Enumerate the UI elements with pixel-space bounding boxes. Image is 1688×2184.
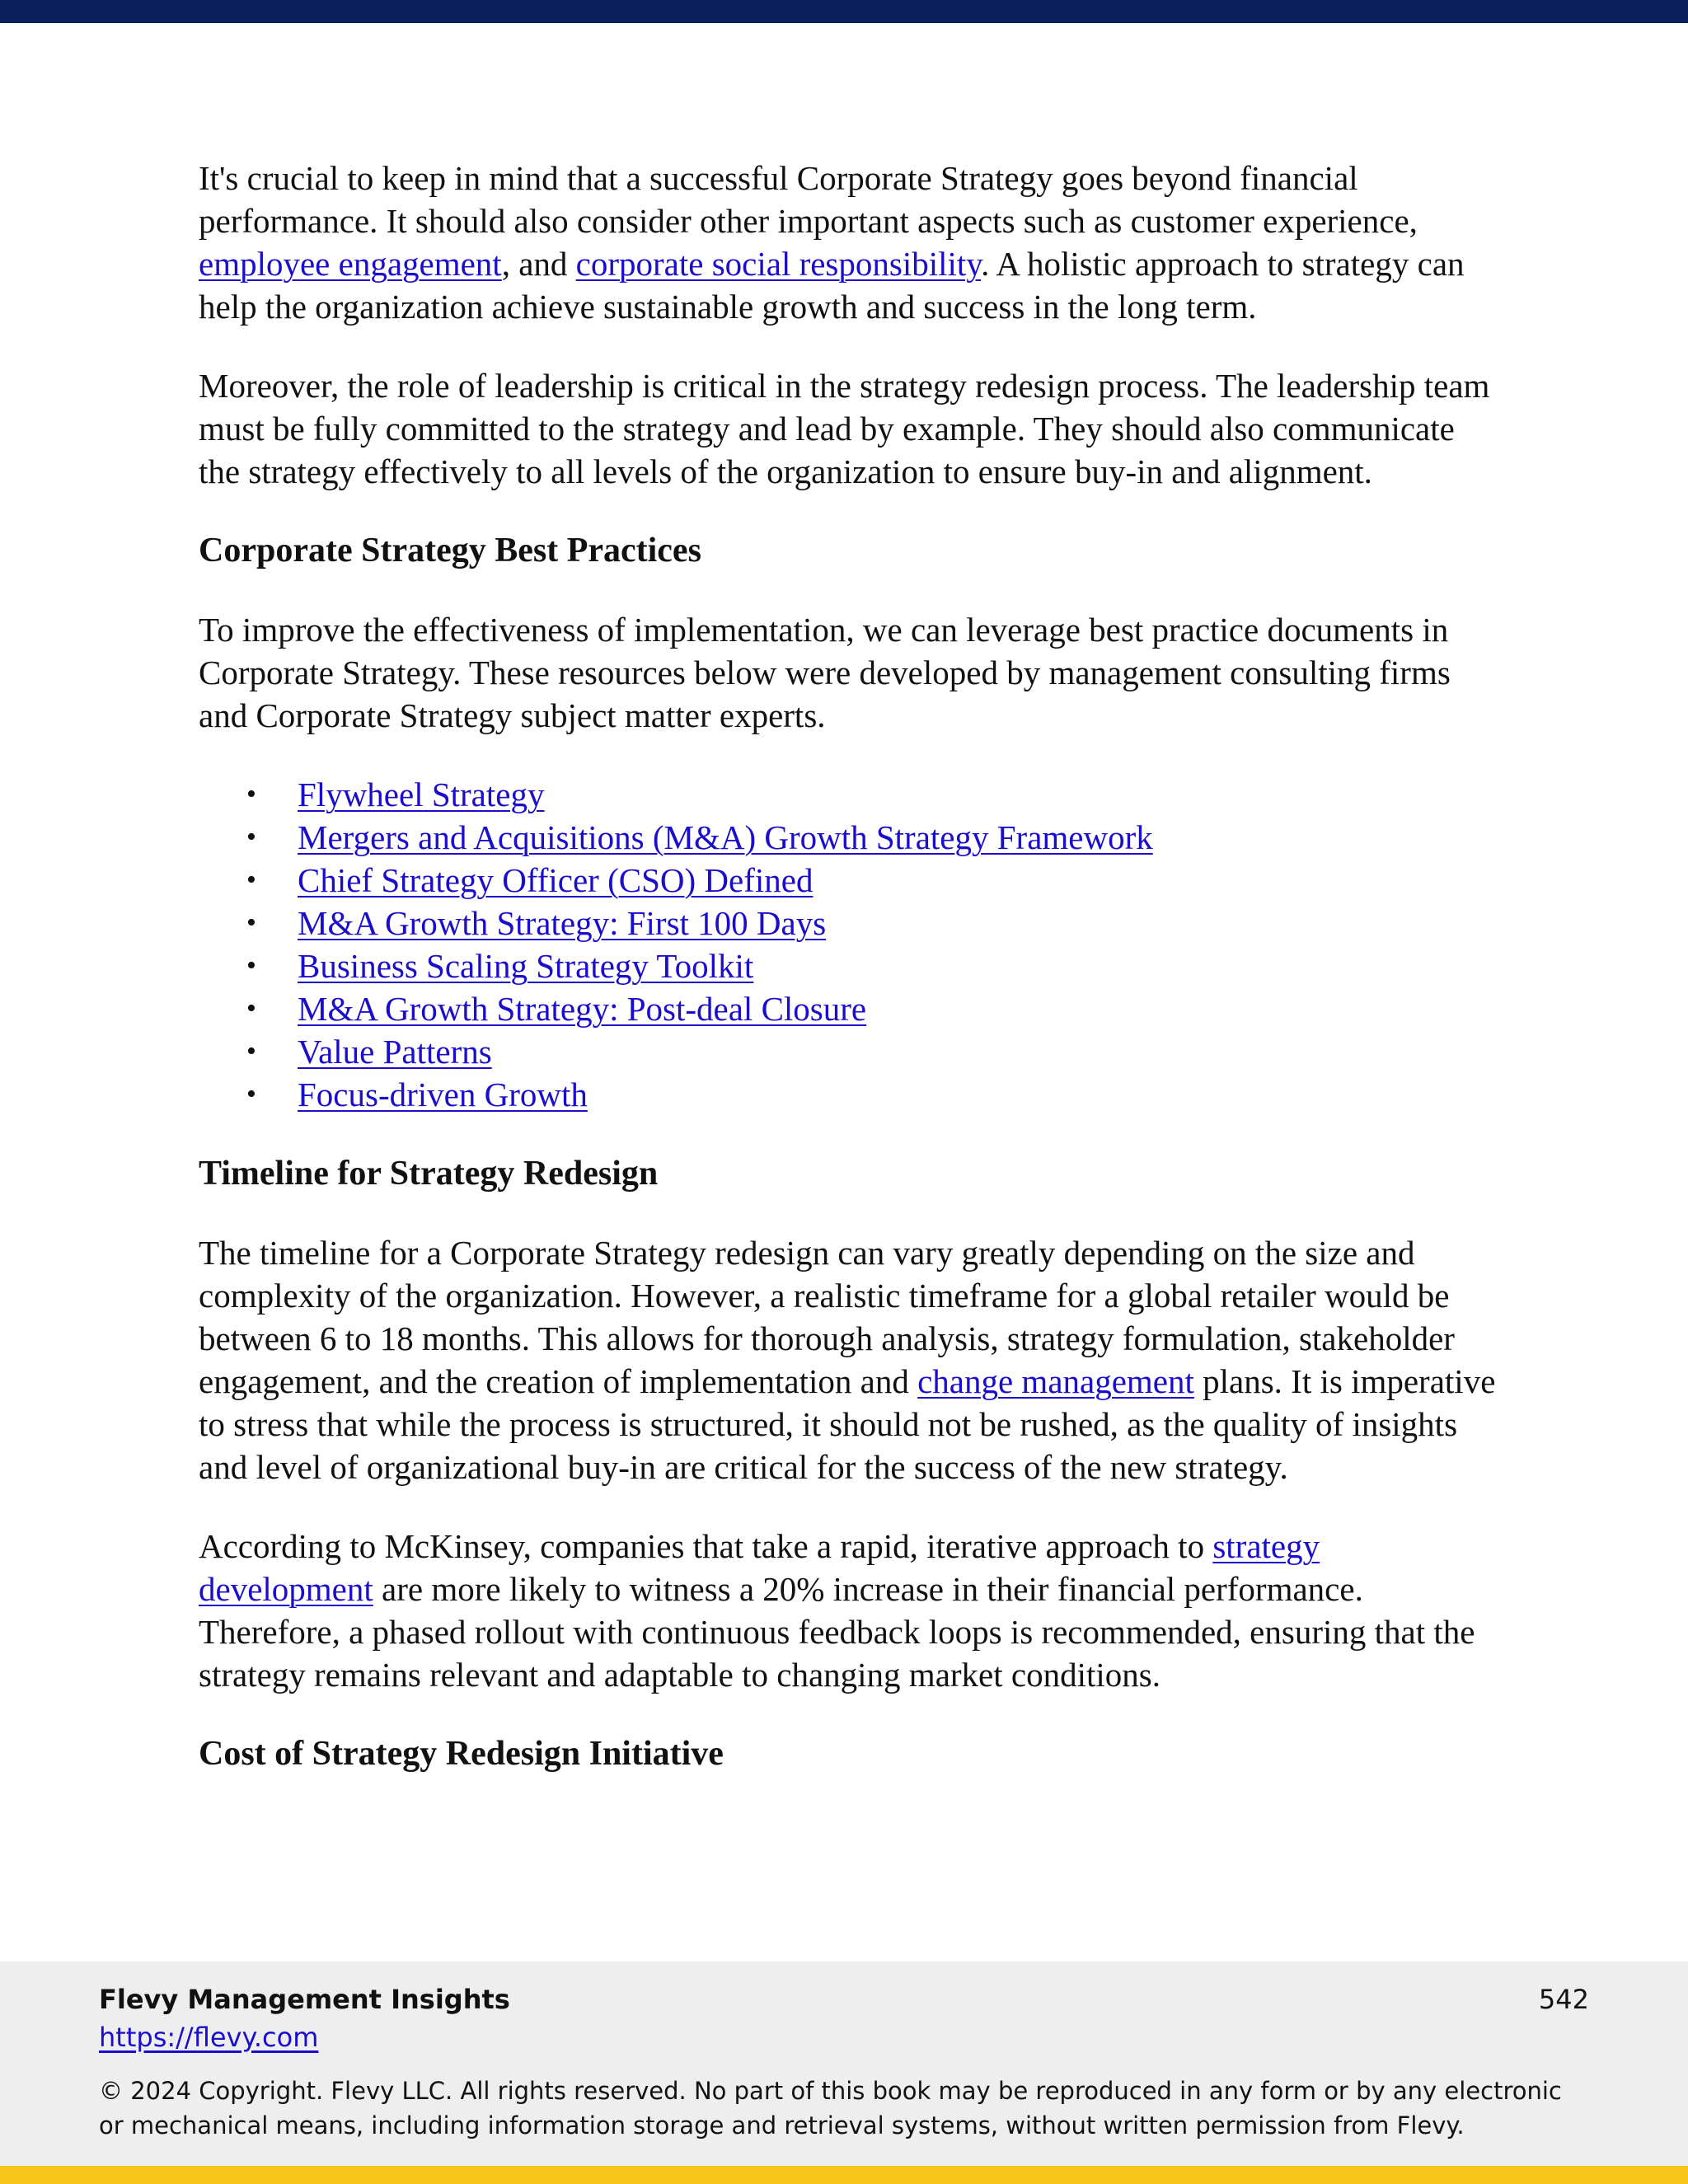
page-footer xyxy=(0,1961,1688,2166)
bullet-icon: • xyxy=(246,1079,256,1109)
paragraph-mckinsey xyxy=(199,1525,1501,1696)
list-item xyxy=(199,944,1501,987)
footer-brand: Flevy Management Insights xyxy=(99,1984,510,2015)
bullet-icon: • xyxy=(246,822,256,852)
bullet-icon: • xyxy=(246,779,256,809)
footer-url-link[interactable]: https://flevy.com xyxy=(99,2022,319,2053)
link-employee-engagement[interactable]: employee engagement xyxy=(199,245,502,283)
list-item xyxy=(199,1073,1501,1116)
list-item xyxy=(199,1030,1501,1073)
heading-cost: Cost of Strategy Redesign Initiative xyxy=(199,1735,724,1773)
list-item xyxy=(199,987,1501,1030)
copyright-notice: © 2024 Copyright. Flevy LLC. All rights reserved. No part of this book may be reproduced in any form or by any electronic or mechanical means, including information storage and retrieval systems, without written permission from Flevy. xyxy=(99,2077,1562,2139)
paragraph-leadership: Moreover, the role of leadership is critical in the strategy redesign process. The leadership team must be fully committed to the strategy and lead by example. They should also communicate the strategy effectively to all levels of the organization to ensure buy-in and alignment. xyxy=(199,367,1490,490)
link-flywheel-strategy[interactable]: Flywheel Strategy xyxy=(298,776,545,813)
link-ma-first-100-days[interactable]: M&A Growth Strategy: First 100 Days xyxy=(298,904,827,942)
paragraph-text: are more likely to witness a 20% increase in their financial performance. Therefore, a phased rollout with continuous feedback loops is recommended, ensuring that the strategy remains relevant and adaptable to changing market conditions. xyxy=(199,1570,1475,1694)
top-brand-bar xyxy=(0,0,1688,23)
paragraph-best-practices-intro: To improve the effectiveness of implementation, we can leverage best practice documents in Corporate Strategy. These resources below were developed by management consulting firms and Corporate Strategy subject matter experts. xyxy=(199,611,1451,734)
paragraph-text: plans. It is imperative to stress that while the process is structured, it should not be rushed, as the quality of insights and level of organizational buy-in are critical for the success of the new strategy. xyxy=(199,1362,1496,1486)
list-item xyxy=(199,902,1501,944)
link-focus-driven-growth[interactable]: Focus-driven Growth xyxy=(298,1076,588,1113)
heading-best-practices: Corporate Strategy Best Practices xyxy=(199,532,701,569)
best-practices-list xyxy=(199,773,1501,1116)
bullet-icon: • xyxy=(246,865,256,895)
paragraph-timeline xyxy=(199,1231,1501,1488)
link-corporate-social-responsibility[interactable]: corporate social responsibility xyxy=(575,245,982,283)
link-value-patterns[interactable]: Value Patterns xyxy=(298,1033,492,1071)
heading-timeline: Timeline for Strategy Redesign xyxy=(199,1155,659,1193)
document-body xyxy=(199,157,1501,1811)
link-ma-growth-strategy-framework[interactable]: Mergers and Acquisitions (M&A) Growth Strategy Framework xyxy=(298,818,1153,856)
paragraph-text: The timeline for a Corporate Strategy redesign can vary greatly depending on the size and complexity of the organization. However, a realistic timeframe for a global retailer would be between 6 to 18 months. This allows for thorough analysis, strategy formulation, stakeholder engagement, and the creation of implementation and xyxy=(199,1234,1455,1400)
bottom-accent-bar xyxy=(0,2166,1688,2184)
paragraph-text: According to McKinsey, companies that take a rapid, iterative approach to xyxy=(199,1527,1213,1565)
list-item xyxy=(199,859,1501,902)
list-item xyxy=(199,816,1501,859)
link-business-scaling-toolkit[interactable]: Business Scaling Strategy Toolkit xyxy=(298,947,754,985)
bullet-icon: • xyxy=(246,907,256,938)
bullet-icon: • xyxy=(246,950,256,981)
link-ma-post-deal-closure[interactable]: M&A Growth Strategy: Post-deal Closure xyxy=(298,990,867,1028)
paragraph-text: . A holistic approach to strategy can help the organization achieve sustainable growth and success in the long term. xyxy=(199,245,1465,326)
paragraph-text: , and xyxy=(501,245,576,283)
list-item xyxy=(199,773,1501,816)
bullet-icon: • xyxy=(246,993,256,1024)
page-number: 542 xyxy=(1538,1984,1589,2015)
link-strategy-development[interactable]: strategy development xyxy=(199,1527,1320,1608)
link-change-management[interactable]: change management xyxy=(917,1362,1194,1400)
paragraph-holistic-strategy xyxy=(199,157,1501,328)
link-cso-defined[interactable]: Chief Strategy Officer (CSO) Defined xyxy=(298,861,814,899)
paragraph-text: It's crucial to keep in mind that a successful Corporate Strategy goes beyond financial performance. It should also consider other important aspects such as customer experience, xyxy=(199,159,1418,240)
bullet-icon: • xyxy=(246,1036,256,1066)
